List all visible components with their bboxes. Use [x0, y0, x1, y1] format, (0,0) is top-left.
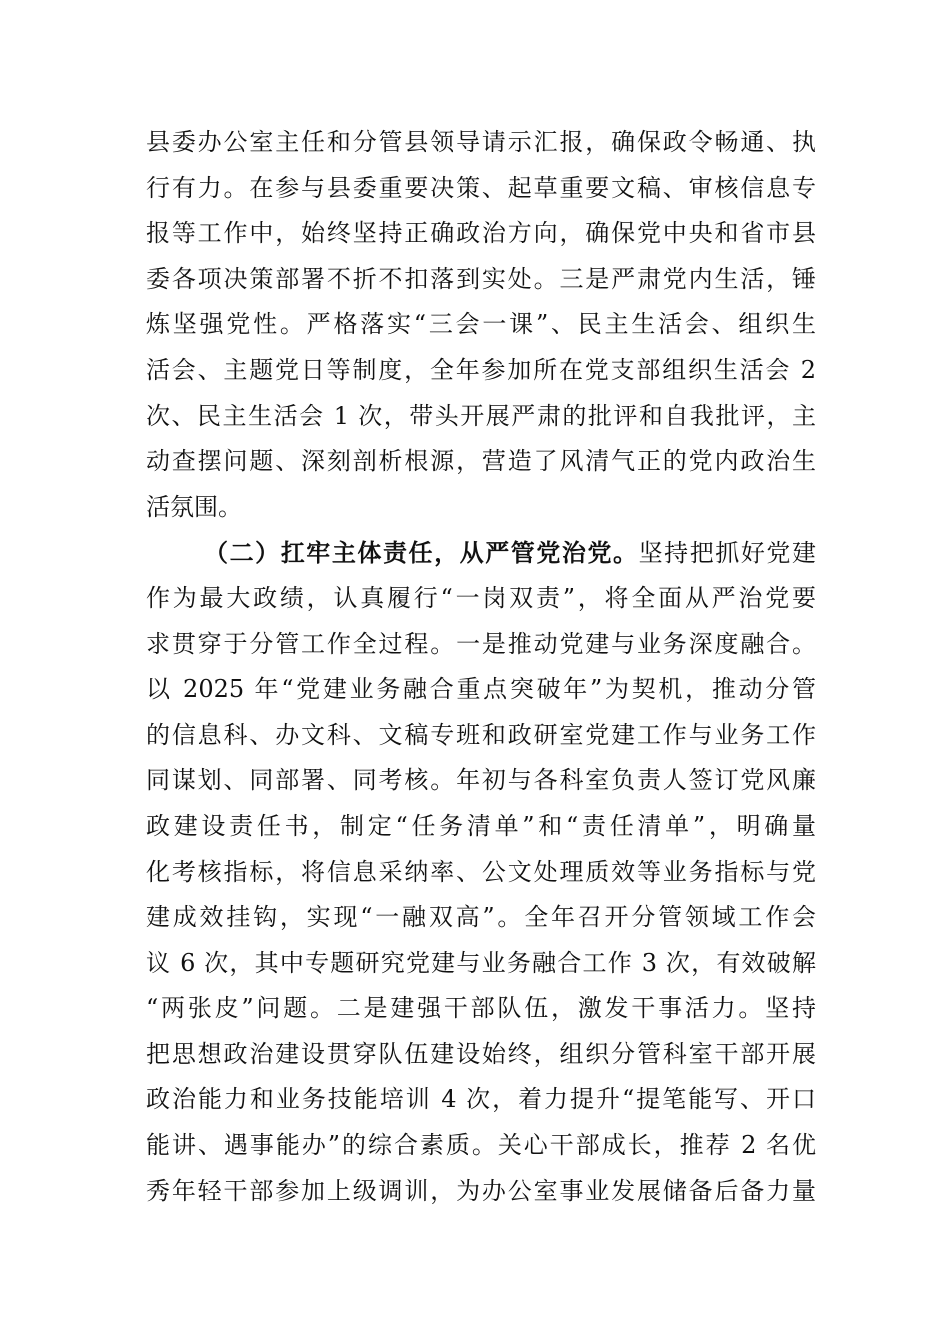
text-line: 秀年轻干部参加上级调训，为办公室事业发展储备后备力量: [146, 1176, 816, 1205]
text-line: 同谋划、同部署、同考核。年初与各科室负责人签订党风廉: [146, 766, 816, 795]
text-line: 炼坚强党性。严格落实“三会一课”、民主生活会、组织生: [146, 310, 816, 339]
text-line: 活氛围。: [146, 492, 242, 521]
text-line: 县委办公室主任和分管县领导请示汇报，确保政令畅通、执: [146, 128, 816, 156]
text-line: 动查摆问题、深刻剖析根源，营造了风清气正的党内政治生: [146, 447, 816, 476]
text-line: “两张皮”问题。二是建强干部队伍，激发干事活力。坚持: [146, 994, 816, 1023]
body-text: [146, 120, 816, 1214]
text-line: 行有力。在参与县委重要决策、起草重要文稿、审核信息专: [146, 173, 816, 202]
text-line: 政建设责任书，制定“任务清单”和“责任清单”，明确量: [146, 811, 816, 840]
text-line: 建成效挂钩，实现“一融双高”。全年召开分管领域工作会: [146, 903, 816, 932]
section-heading: （二）扛牢主体责任，从严管党治党。: [204, 538, 639, 568]
text-line: 把思想政治建设贯穿队伍建设始终，组织分管科室干部开展: [146, 1039, 816, 1068]
section-heading-continuation: 坚持把抓好党建: [638, 539, 817, 568]
text-line: 的信息科、办文科、文稿专班和政研室党建工作与业务工作: [146, 720, 816, 749]
text-line: 议 6 次，其中专题研究党建与业务融合工作 3 次，有效破解: [146, 948, 816, 977]
text-line: 次、民主生活会 1 次，带头开展严肃的批评和自我批评，主: [146, 401, 816, 430]
section-heading-line: [146, 530, 816, 576]
text-line: 活会、主题党日等制度，全年参加所在党支部组织生活会 2: [146, 355, 816, 384]
text-line: 化考核指标，将信息采纳率、公文处理质效等业务指标与党: [146, 857, 816, 886]
text-line: 作为最大政绩，认真履行“一岗双责”，将全面从严治党要: [146, 583, 816, 612]
text-line: 以 2025 年“党建业务融合重点突破年”为契机，推动分管: [146, 675, 816, 704]
text-line: 政治能力和业务技能培训 4 次，着力提升“提笔能写、开口: [146, 1085, 816, 1114]
text-line: 能讲、遇事能办”的综合素质。关心干部成长，推荐 2 名优: [146, 1131, 816, 1160]
text-line: 求贯穿于分管工作全过程。一是推动党建与业务深度融合。: [146, 629, 816, 658]
text-line: 报等工作中，始终坚持正确政治方向，确保党中央和省市县: [146, 219, 816, 248]
text-line: 委各项决策部署不折不扣落到实处。三是严肃党内生活，锤: [146, 264, 816, 293]
